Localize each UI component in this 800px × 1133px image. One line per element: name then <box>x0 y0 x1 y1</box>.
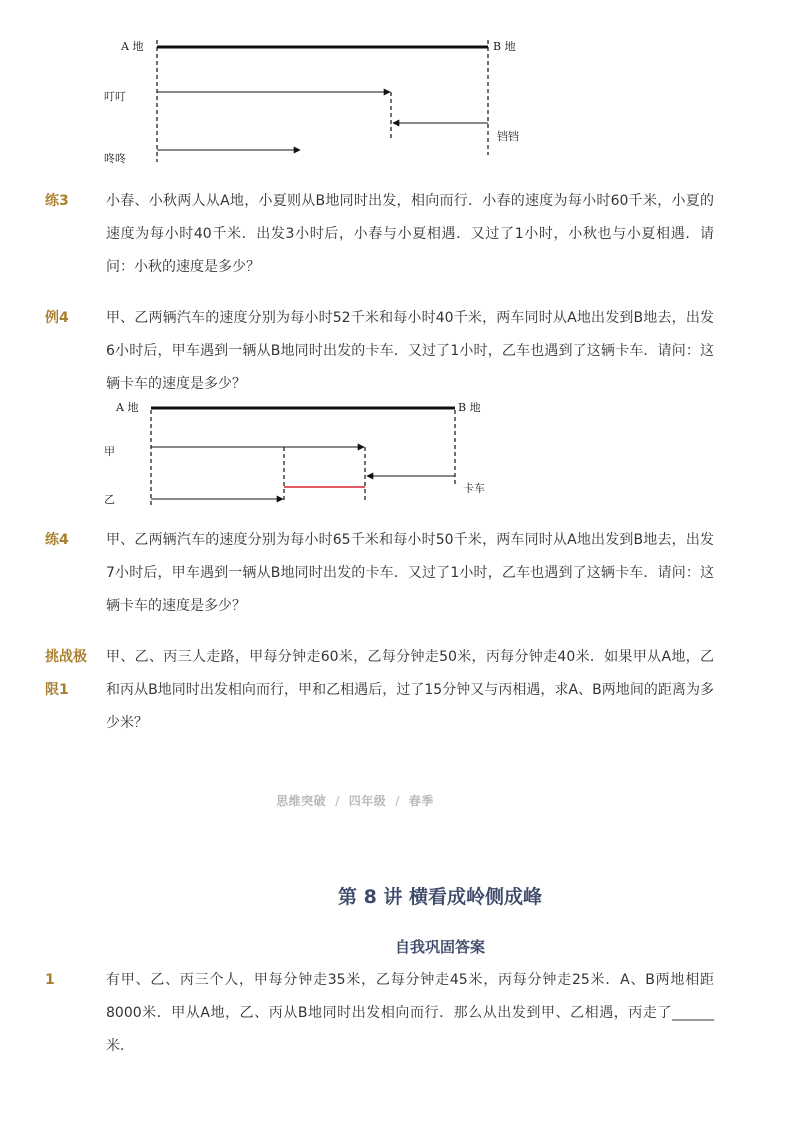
lecture-title: 第 8 讲 横看成岭侧成峰 <box>337 886 543 908</box>
car-jia: 甲 <box>104 445 115 458</box>
label-a: A 地 <box>121 40 144 53</box>
diagram2-group <box>104 400 485 506</box>
problem-text: 甲、乙两辆汽车的速度分别为每小时52千米和每小时40千米，两车同时从A地出发到B地去，出发6小时后，甲车遇到一辆从B地同时出发的卡车．又过了1小时，乙车也遇到了这辆卡车．请问：这辆卡车的速度是多少？ <box>106 310 714 392</box>
problem-tag: 挑战极限1 <box>45 649 87 698</box>
footer-series: 思维突破 <box>276 794 327 808</box>
footer-separator: / <box>395 794 400 808</box>
diagram1-group <box>104 39 519 165</box>
footer-grade: 四年级 <box>348 794 387 808</box>
problem-text: 甲、乙两辆汽车的速度分别为每小时65千米和每小时50千米，两车同时从A地出发到B地去，出发7小时后，甲车遇到一辆从B地同时出发的卡车．又过了1小时，乙车也遇到了这辆卡车．请问：这辆卡车的速度是多少？ <box>106 532 714 614</box>
problem-tag: 练4 <box>45 532 69 548</box>
runner-dangdang: 铛铛 <box>497 130 519 143</box>
label-b: B 地 <box>493 40 516 53</box>
problem-text: 甲、乙、丙三人走路，甲每分钟走60米，乙每分钟走50米，丙每分钟走40米．如果甲从A地，乙和丙从B地同时出发相向而行，甲和乙相遇后，过了15分钟又与丙相遇，求A、B两地间的距离为多少米？ <box>106 649 714 731</box>
truck-label: 卡车 <box>463 482 485 495</box>
answer-number: 1 <box>45 972 55 988</box>
problem-tag: 练3 <box>45 193 69 209</box>
footer-season: 春季 <box>408 794 434 808</box>
section-title: 自我巩固答案 <box>394 938 485 956</box>
answer-text: 有甲、乙、丙三个人，甲每分钟走35米，乙每分钟走45米，丙每分钟走25米．A、B两地相距8000米．甲从A地，乙、丙从B地同时出发相向而行．那么从出发到甲、乙相遇，丙走了______米． <box>106 972 714 1054</box>
runner-dongdong: 咚咚 <box>104 152 126 165</box>
label-b-2: B 地 <box>458 401 481 414</box>
label-a-2: A 地 <box>116 401 139 414</box>
page-footer <box>0 792 710 809</box>
problem-tag: 例4 <box>45 310 69 326</box>
footer-separator: / <box>335 794 340 808</box>
car-yi: 乙 <box>104 493 115 506</box>
runner-dingding: 叮叮 <box>104 90 126 103</box>
problem-text: 小春、小秋两人从A地，小夏则从B地同时出发，相向而行．小春的速度为每小时60千米，小夏的速度为每小时40千米．出发3小时后，小春与小夏相遇．又过了1小时，小秋也与小夏相遇．请问：小秋的速度是多少？ <box>106 193 714 275</box>
